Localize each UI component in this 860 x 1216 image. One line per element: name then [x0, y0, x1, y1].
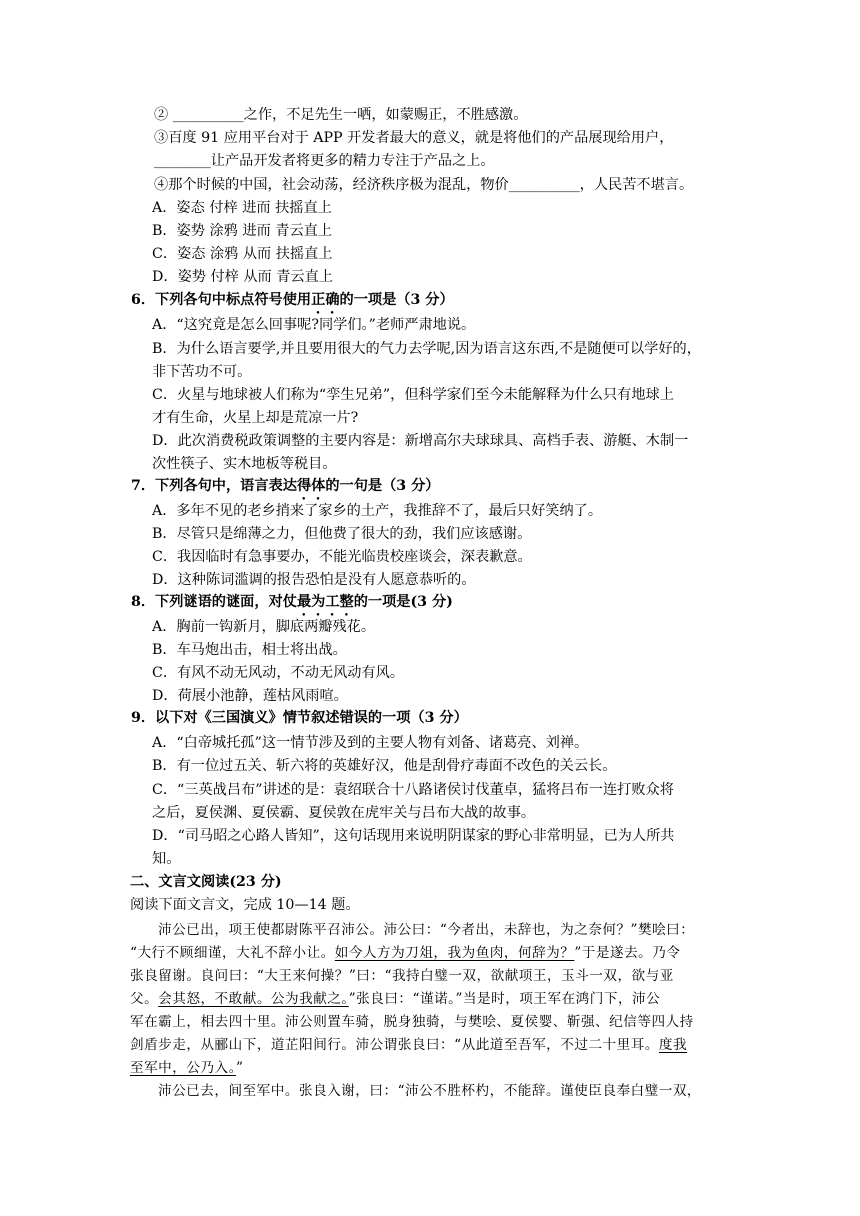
- q8-option-c: C．有风不动无风动，不动无风动有风。: [152, 665, 405, 681]
- q8-title-emphasis: 最为工整: [296, 594, 354, 610]
- q5-option-b: B．姿势 涂鸦 进而 青云直上: [152, 223, 333, 239]
- q5-item-3-line2: ________让产品开发者将更多的精力专注于产品之上。: [154, 153, 495, 169]
- q9-option-d-line1: D．“司马昭之心路人皆知”，这句话现用来说明阴谋家的野心非常明显，已为人所共: [152, 828, 675, 844]
- q5-item-3-line1: ③百度 91 应用平台对于 APP 开发者最大的意义，就是将他们的产品展现给用户，: [154, 130, 674, 146]
- passage-text: ”张良曰：“谨诺。”当是时，项王军在鸿门下，沛公: [348, 991, 661, 1007]
- passage-text: 父。: [130, 991, 159, 1007]
- q9-option-b: B．有一位过五关、斩六将的英雄好汉，他是刮骨疗毒面不改色的关云长。: [152, 758, 617, 774]
- q9-option-c-line2: 之后，夏侯渊、夏侯霸、夏侯敦在虎牢关与吕布大战的故事。: [152, 805, 536, 821]
- q6-option-c-line2: 才有生命，火星上却是荒凉一片?: [152, 410, 359, 426]
- q6-title: [131, 290, 454, 317]
- q8-title-post: 的一项是(3 分): [353, 594, 453, 610]
- passage-line: [130, 1058, 243, 1078]
- q7-option-d: D．这种陈词滥调的报告恐怕是没有人愿意恭听的。: [152, 572, 476, 588]
- passage-underlined-sentence: 度我: [658, 1037, 688, 1053]
- q5-option-c: C．姿态 涂鸦 从而 扶摇直上: [152, 246, 333, 262]
- passage-underlined-sentence: 至军中，公乃入。: [130, 1060, 236, 1076]
- passage-line: [130, 1035, 687, 1055]
- section-2-instruction: 阅读下面文言文，完成 10—14 题。: [130, 897, 360, 913]
- q6-title-emphasis: 正确: [311, 292, 340, 308]
- q8-option-d: D．荷展小池静，莲枯风雨喧。: [152, 688, 348, 704]
- q7-title-post: 的一句是（3 分）: [325, 478, 440, 494]
- passage-text: “大行不顾细谨，大礼不辞小让。: [130, 945, 335, 961]
- passage-text: 剑盾步走，从郦山下，道芷阳间行。沛公谓张良曰：“从此道至吾军，不过二十里耳。: [130, 1037, 659, 1053]
- q7-title-emphasis: 得体: [296, 478, 326, 494]
- section-2-title: 二、文言文阅读(23 分): [130, 874, 282, 890]
- q8-option-a: A．胸前一钩新月，脚底两瓣残花。: [152, 619, 376, 635]
- q8-title-pre: 8．下列谜语的谜面，对仗: [131, 594, 297, 610]
- q6-option-b-line1: B．为什么语言要学,并且要用很大的气力去学呢,因为语言这东西,不是随便可以学好的，: [152, 341, 701, 357]
- q5-item-2: ② __________之作，不足先生一哂，如蒙赐正，不胜感激。: [154, 107, 528, 123]
- q5-option-d: D．姿势 付梓 从而 青云直上: [152, 269, 333, 285]
- q7-option-c: C．我因临时有急事要办，不能光临贵校座谈会，深表歉意。: [152, 549, 532, 565]
- q9-option-d-line2: 知。: [152, 851, 181, 867]
- q6-option-d-line1: D．此次消费税政策调整的主要内容是：新增高尔夫球球具、高档手表、游艇、木制一: [152, 433, 689, 449]
- q8-option-b: B．车马炮出击，相士将出战。: [152, 642, 347, 658]
- q7-title: [131, 476, 439, 503]
- q8-title: [131, 592, 453, 619]
- q6-option-b-line2: 非下苦功不可。: [152, 364, 252, 380]
- q6-option-c-line1: C．火星与地球被人们称为“孪生兄弟”，但科学家们至今未能解释为什么只有地球上: [152, 387, 674, 403]
- passage-line: 沛公已出，项王使都尉陈平召沛公。沛公曰：“今者出，未辞也，为之奈何？”樊哙曰：: [158, 922, 695, 938]
- q5-item-4: ④那个时候的中国，社会动荡，经济秩序极为混乱，物价__________，人民苦不堪言。: [154, 177, 694, 193]
- q7-option-b: B．尽管只是绵薄之力，但他费了很大的劲，我们应该感谢。: [152, 526, 532, 542]
- passage-line: [130, 989, 660, 1009]
- q7-option-a: A．多年不见的老乡捎来了家乡的土产，我推辞不了，最后只好笑纳了。: [152, 503, 603, 519]
- passage-line: 军在霸上，相去四十里。沛公则置车骑，脱身独骑，与樊哙、夏侯婴、靳强、纪信等四人持: [130, 1014, 694, 1030]
- q9-option-a: A．“白帝城托孤”这一情节涉及到的主要人物有刘备、诸葛亮、刘禅。: [152, 735, 589, 751]
- q6-title-pre: 6．下列各句中标点符号使用: [131, 292, 312, 308]
- passage-underlined-sentence: 如今人方为刀俎，我为鱼肉，何辞为？: [334, 945, 575, 961]
- q6-title-post: 的一项是（3 分）: [339, 292, 454, 308]
- q7-title-pre: 7．下列各句中，语言表达: [131, 478, 297, 494]
- passage-text: ”于是遂去。乃令: [574, 945, 681, 961]
- passage-line: 张良留谢。良问曰：“大王来何操？”曰：“我持白璧一双，欲献项王，玉斗一双，欲与亚: [130, 968, 674, 984]
- q9-option-c-line1: C．“三英战吕布”讲述的是：袁绍联合十八路诸侯讨伐董卓，猛将吕布一连打败众将: [152, 782, 674, 798]
- q6-option-d-line2: 次性筷子、实木地板等税目。: [152, 456, 337, 472]
- passage-line: [130, 943, 680, 963]
- q6-option-a: A．“这究竟是怎么回事呢?同学们。”老师严肃地说。: [152, 317, 476, 333]
- passage-text: ”: [235, 1060, 244, 1076]
- q5-option-a: A．姿态 付梓 进而 扶摇直上: [152, 200, 332, 216]
- passage-underlined-sentence: 会其怒，不敢献。公为我献之。: [158, 991, 349, 1007]
- passage-line: 沛公已去，间至军中。张良入谢，曰：“沛公不胜杯杓，不能辞。谨使臣良奉白璧一双，: [158, 1083, 702, 1099]
- q9-title: 9．以下对《三国演义》情节叙述错误的一项（3 分）: [131, 710, 468, 726]
